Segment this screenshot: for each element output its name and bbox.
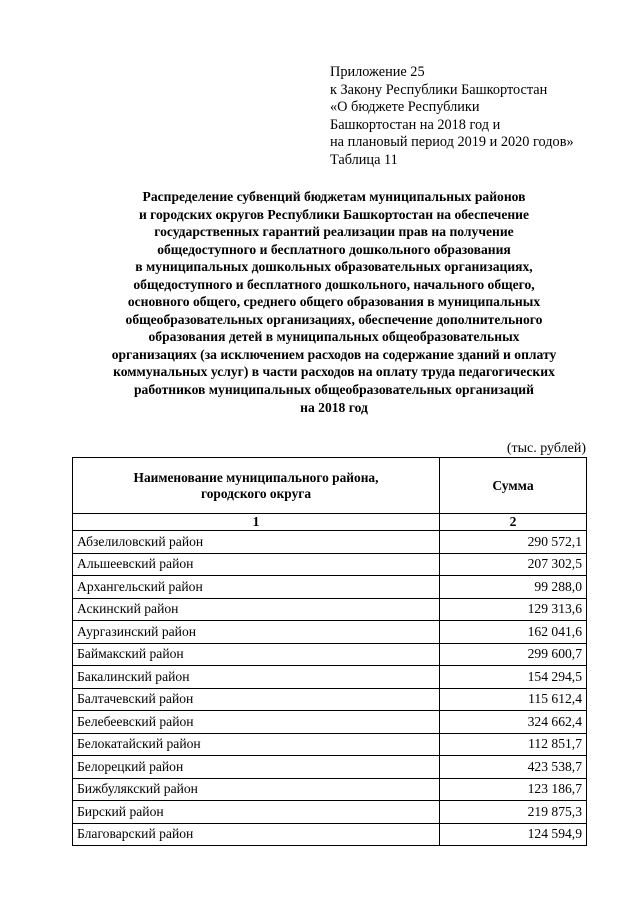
title-line: государственных гарантий реализации прав на получение — [154, 224, 514, 240]
district-sum: 112 851,7 — [440, 733, 587, 756]
district-sum: 207 302,5 — [440, 553, 587, 576]
district-name: Альшеевский район — [73, 553, 440, 576]
table-row — [73, 576, 587, 599]
title-line: Распределение субвенций бюджетам муниципальных районов — [142, 189, 526, 204]
appendix-line: Таблица 11 — [330, 151, 398, 168]
district-sum: 290 572,1 — [440, 531, 587, 554]
table-row — [73, 621, 587, 644]
table-row — [73, 531, 587, 554]
table-row — [73, 643, 587, 666]
district-name: Белокатайский район — [73, 733, 440, 756]
title-line: общедоступного и бесплатного дошкольного образования — [157, 241, 511, 257]
table-row — [73, 778, 587, 801]
district-name: Архангельский район — [73, 576, 440, 599]
table-row — [73, 666, 587, 689]
title-line: образования детей в муниципальных общеобразовательных — [148, 329, 520, 345]
column-header-name-line: Наименование муниципального района, — [133, 469, 379, 485]
column-header-name — [73, 458, 440, 514]
table-row — [73, 801, 587, 824]
table-row — [73, 553, 587, 576]
document-title — [60, 188, 608, 416]
column-number: 2 — [440, 514, 587, 531]
appendix-line: «О бюджете Республики — [330, 99, 480, 115]
title-line: общеобразовательных организациях, обеспечение дополнительного — [125, 311, 543, 327]
table-row — [73, 598, 587, 621]
column-number: 1 — [73, 514, 440, 531]
subsidy-table — [72, 457, 587, 846]
appendix-line: Приложение 25 — [330, 64, 425, 80]
district-name: Балтачевский район — [73, 688, 440, 711]
district-sum: 299 600,7 — [440, 643, 587, 666]
table-row — [73, 756, 587, 779]
appendix-note — [330, 64, 630, 169]
district-sum: 99 288,0 — [440, 576, 587, 599]
district-name: Бижбулякский район — [73, 778, 440, 801]
district-name: Белорецкий район — [73, 756, 440, 779]
district-name: Аургазинский район — [73, 621, 440, 644]
title-line: общедоступного и бесплатного дошкольного, начального общего, — [133, 276, 535, 292]
column-header-sum: Сумма — [440, 458, 587, 514]
appendix-line: на плановый период 2019 и 2020 годов» — [330, 134, 574, 150]
district-sum: 423 538,7 — [440, 756, 587, 779]
title-line: в муниципальных дошкольных образовательных организациях, — [135, 259, 533, 275]
table-row — [73, 733, 587, 756]
district-sum: 162 041,6 — [440, 621, 587, 644]
title-line: коммунальных услуг) в части расходов на оплату труда педагогических — [113, 364, 555, 380]
appendix-line: Башкортостан на 2018 год и — [330, 116, 501, 133]
column-header-name-line: городского округа — [200, 485, 312, 501]
district-name: Бакалинский район — [73, 666, 440, 689]
district-name: Белебеевский район — [73, 711, 440, 734]
district-sum: 219 875,3 — [440, 801, 587, 824]
appendix-line: к Закону Республики Башкортостан — [330, 81, 548, 98]
district-name: Аскинский район — [73, 598, 440, 621]
title-line: работников муниципальных общеобразовательных организаций — [134, 382, 534, 398]
district-sum: 324 662,4 — [440, 711, 587, 734]
table-row — [73, 823, 587, 846]
district-sum: 123 186,7 — [440, 778, 587, 801]
title-line: основного общего, среднего общего образования в муниципальных — [127, 294, 541, 310]
district-sum: 124 594,9 — [440, 823, 587, 846]
table-row — [73, 688, 587, 711]
title-line: на 2018 год — [300, 399, 368, 415]
title-line: и городских округов Республики Башкортостан на обеспечение — [138, 206, 530, 222]
district-name: Абзелиловский район — [73, 531, 440, 554]
title-line: организациях (за исключением расходов на содержание зданий и оплату — [111, 346, 557, 362]
district-name: Благоварский район — [73, 823, 440, 846]
district-sum: 115 612,4 — [440, 688, 587, 711]
table-row — [73, 711, 587, 734]
district-name: Баймакский район — [73, 643, 440, 666]
district-name: Бирский район — [73, 801, 440, 824]
table-header-row — [73, 458, 587, 514]
district-sum: 154 294,5 — [440, 666, 587, 689]
units-label: (тыс. рублей) — [506, 441, 586, 456]
column-number-row — [73, 514, 587, 531]
district-sum: 129 313,6 — [440, 598, 587, 621]
